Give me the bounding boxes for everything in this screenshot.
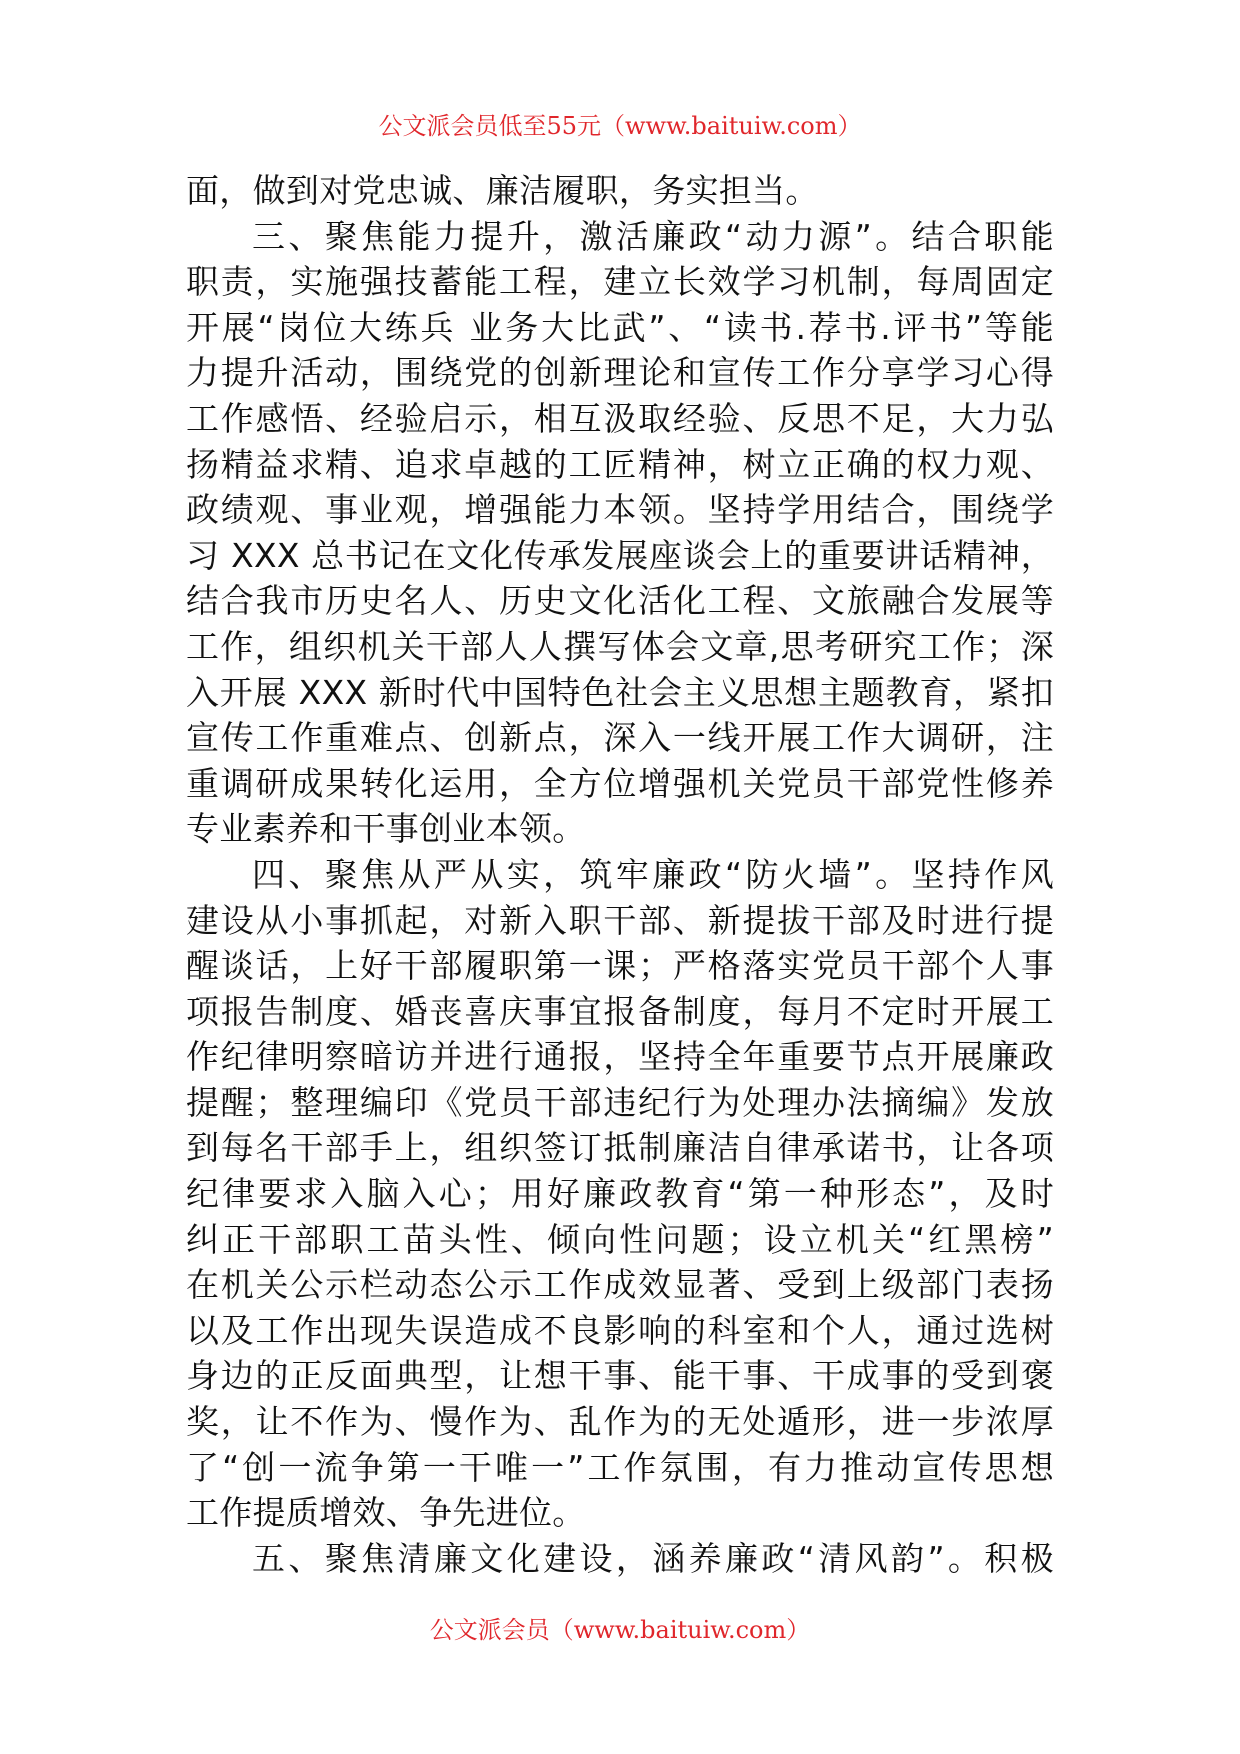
paragraph-line: 习 XXX 总书记在文化传承发展座谈会上的重要讲话精神， xyxy=(186,535,1054,575)
paragraph-line: 职责，实施强技蓄能工程，建立长效学习机制，每周固定 xyxy=(186,262,1054,302)
paragraph-line: 政绩观、事业观，增强能力本领。坚持学用结合，围绕学 xyxy=(186,490,1054,530)
paragraph-line: 宣传工作重难点、创新点，深入一线开展工作大调研，注 xyxy=(186,718,1054,758)
paragraph-line: 奖，让不作为、慢作为、乱作为的无处遁形，进一步浓厚 xyxy=(186,1402,1054,1442)
paragraph-line: 建设从小事抓起，对新入职干部、新提拔干部及时进行提 xyxy=(186,900,1054,940)
paragraph-line: 在机关公示栏动态公示工作成效显著、受到上级部门表扬 xyxy=(186,1265,1054,1305)
footer-banner[interactable]: 公文派会员（www.baituiw.com） xyxy=(429,1616,811,1644)
paragraph-line: 作纪律明察暗访并进行通报，坚持全年重要节点开展廉政 xyxy=(186,1037,1054,1077)
paragraph-line: 纪律要求入脑入心；用好廉政教育“第一种形态”，及时 xyxy=(186,1174,1054,1214)
header-banner[interactable]: 公文派会员低至55元（www.baituiw.com） xyxy=(378,112,862,140)
paragraph-line: 专业素养和干事创业本领。 xyxy=(186,809,586,849)
paragraph-line: 身边的正反面典型，让想干事、能干事、干成事的受到褒 xyxy=(186,1356,1054,1396)
section-heading-line: 三、聚焦能力提升，激活廉政“动力源”。结合职能 xyxy=(252,216,1054,256)
paragraph-line: 项报告制度、婚丧喜庆事宜报备制度，每月不定时开展工 xyxy=(186,991,1054,1031)
paragraph-line: 结合我市历史名人、历史文化活化工程、文旅融合发展等 xyxy=(186,581,1054,621)
paragraph-line: 工作感悟、经验启示，相互汲取经验、反思不足，大力弘 xyxy=(186,398,1054,438)
paragraph-line: 纠正干部职工苗头性、倾向性问题；设立机关“红黑榜” xyxy=(186,1219,1054,1259)
paragraph-line: 扬精益求精、追求卓越的工匠精神，树立正确的权力观、 xyxy=(186,444,1054,484)
paragraph-line: 重调研成果转化运用，全方位增强机关党员干部党性修养 xyxy=(186,763,1054,803)
section-heading-line: 四、聚焦从严从实，筑牢廉政“防火墙”。坚持作风 xyxy=(252,854,1054,894)
paragraph-line: 以及工作出现失误造成不良影响的科室和个人，通过选树 xyxy=(186,1310,1054,1350)
paragraph-line: 提醒；整理编印《党员干部违纪行为处理办法摘编》发放 xyxy=(186,1082,1054,1122)
paragraph-line: 入开展 XXX 新时代中国特色社会主义思想主题教育，紧扣 xyxy=(186,672,1054,712)
paragraph-line: 力提升活动，围绕党的创新理论和宣传工作分享学习心得 xyxy=(186,353,1054,393)
document-body xyxy=(186,168,1054,1581)
paragraph-line: 开展“岗位大练兵 业务大比武”、“读书.荐书.评书”等能 xyxy=(186,307,1054,347)
paragraph-line: 了“创一流争第一干唯一”工作氛围，有力推动宣传思想 xyxy=(186,1447,1054,1487)
paragraph-line: 醒谈话，上好干部履职第一课；严格落实党员干部个人事 xyxy=(186,946,1054,986)
paragraph-line: 到每名干部手上，组织签订抵制廉洁自律承诺书，让各项 xyxy=(186,1128,1054,1168)
paragraph-line: 面，做到对党忠诚、廉洁履职，务实担当。 xyxy=(186,171,819,210)
paragraph-line: 工作，组织机关干部人人撰写体会文章,思考研究工作；深 xyxy=(186,626,1054,666)
section-heading-line: 五、聚焦清廉文化建设，涵养廉政“清风韵”。积极 xyxy=(252,1538,1054,1578)
paragraph-line: 工作提质增效、争先进位。 xyxy=(186,1493,586,1533)
